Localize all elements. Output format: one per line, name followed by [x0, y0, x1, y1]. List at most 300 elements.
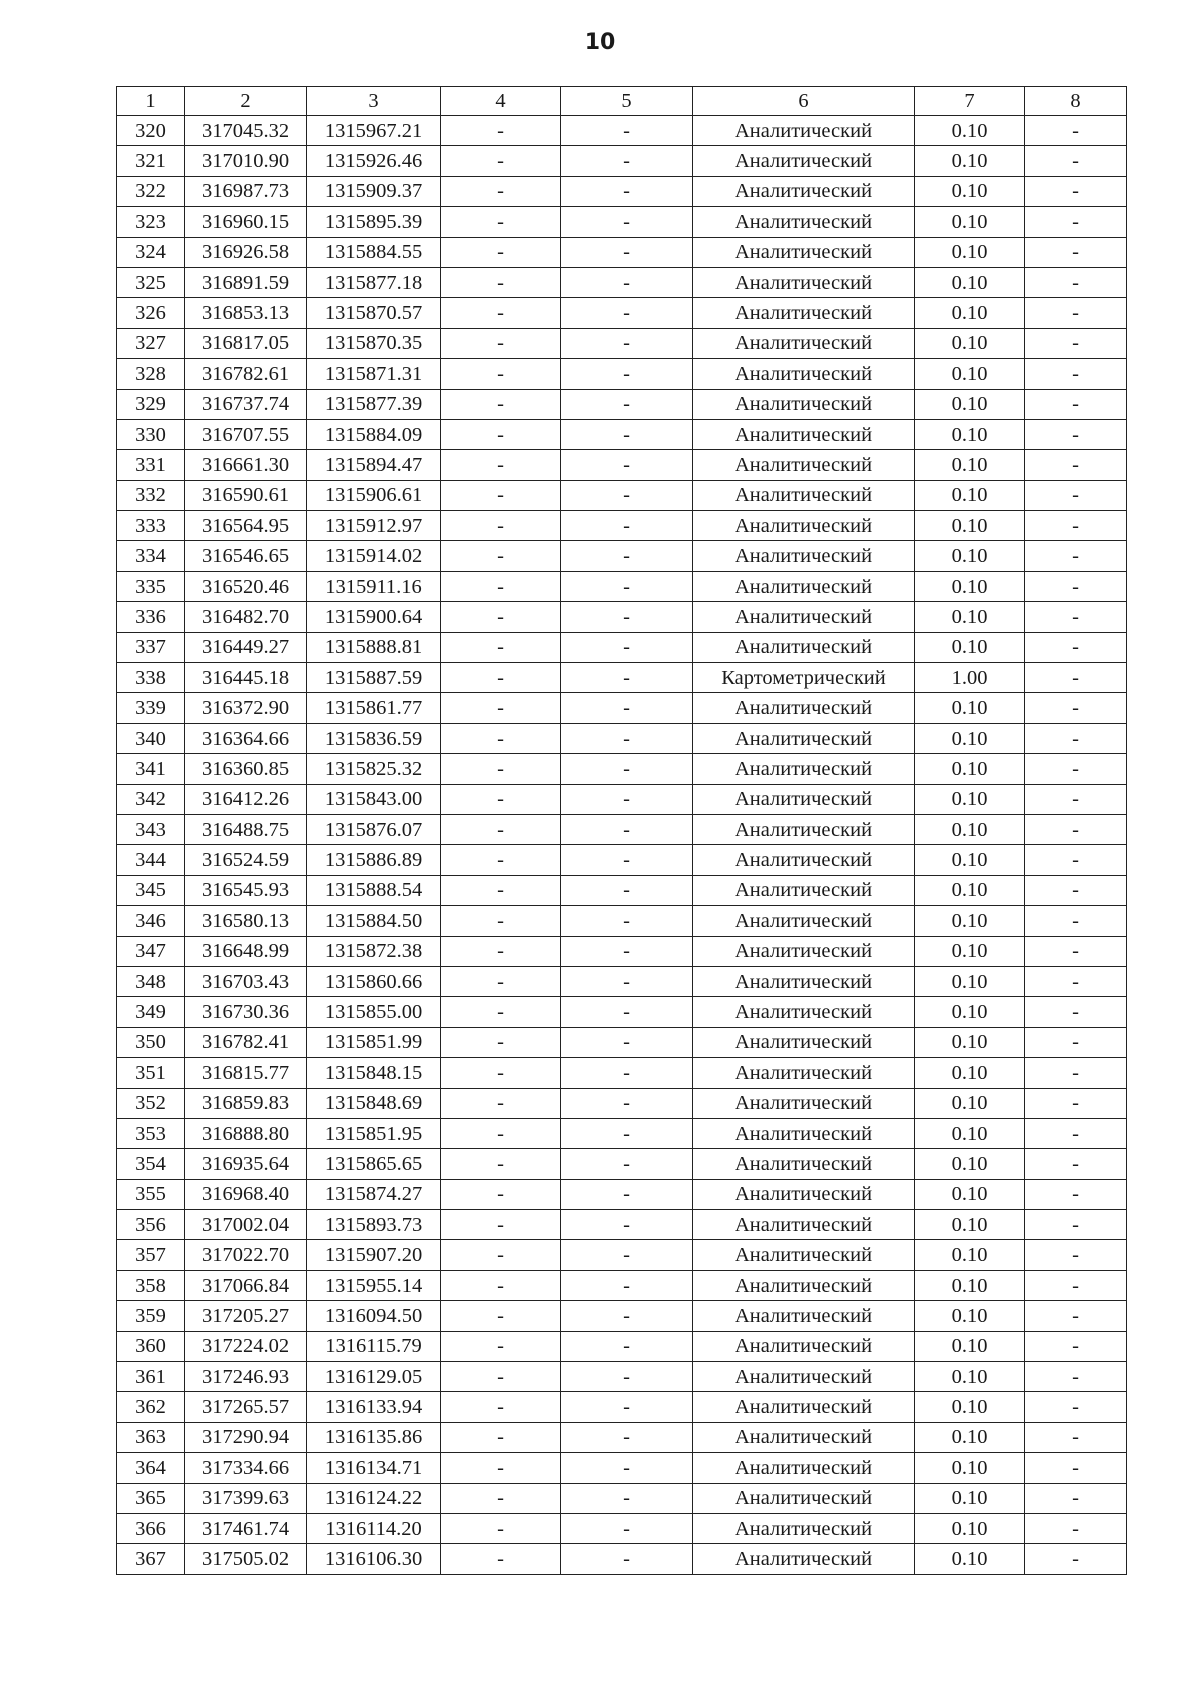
column-5-cell: -	[561, 784, 693, 814]
column-5-cell: -	[561, 906, 693, 936]
column-8-cell: -	[1025, 814, 1127, 844]
column-8-cell: -	[1025, 116, 1127, 146]
table-row	[117, 1210, 1127, 1240]
column-8-cell: -	[1025, 875, 1127, 905]
header-row	[117, 87, 1127, 116]
table-row	[117, 1483, 1127, 1513]
method-cell: Аналитический	[693, 1331, 915, 1361]
column-8-cell: -	[1025, 1483, 1127, 1513]
column-8-cell: -	[1025, 237, 1127, 267]
column-5-cell: -	[561, 571, 693, 601]
point-number-cell: 358	[117, 1270, 185, 1300]
column-4-cell: -	[441, 511, 561, 541]
column-4-cell: -	[441, 146, 561, 176]
x-coordinate-cell: 316935.64	[185, 1149, 307, 1179]
y-coordinate-cell: 1315843.00	[307, 784, 441, 814]
table-row	[117, 359, 1127, 389]
point-number-cell: 356	[117, 1210, 185, 1240]
column-4-cell: -	[441, 784, 561, 814]
point-number-cell: 333	[117, 511, 185, 541]
column-4-cell: -	[441, 1422, 561, 1452]
point-number-cell: 341	[117, 754, 185, 784]
method-cell: Аналитический	[693, 1392, 915, 1422]
accuracy-cell: 0.10	[915, 906, 1025, 936]
accuracy-cell: 0.10	[915, 1210, 1025, 1240]
column-5-cell: -	[561, 267, 693, 297]
point-number-cell: 355	[117, 1179, 185, 1209]
y-coordinate-cell: 1315884.09	[307, 419, 441, 449]
method-cell: Аналитический	[693, 419, 915, 449]
point-number-cell: 325	[117, 267, 185, 297]
method-cell: Картометрический	[693, 663, 915, 693]
column-8-cell: -	[1025, 1210, 1127, 1240]
column-4-cell: -	[441, 1240, 561, 1270]
table-row	[117, 237, 1127, 267]
accuracy-cell: 0.10	[915, 571, 1025, 601]
y-coordinate-cell: 1315888.81	[307, 632, 441, 662]
y-coordinate-cell: 1315851.99	[307, 1027, 441, 1057]
column-8-cell: -	[1025, 1149, 1127, 1179]
y-coordinate-cell: 1315926.46	[307, 146, 441, 176]
table-row	[117, 875, 1127, 905]
table-row	[117, 1362, 1127, 1392]
column-header-1: 1	[117, 87, 185, 116]
column-8-cell: -	[1025, 663, 1127, 693]
method-cell: Аналитический	[693, 1422, 915, 1452]
accuracy-cell: 0.10	[915, 1149, 1025, 1179]
table-row	[117, 632, 1127, 662]
column-5-cell: -	[561, 359, 693, 389]
column-4-cell: -	[441, 237, 561, 267]
accuracy-cell: 0.10	[915, 845, 1025, 875]
x-coordinate-cell: 316960.15	[185, 207, 307, 237]
column-header-2: 2	[185, 87, 307, 116]
accuracy-cell: 0.10	[915, 1270, 1025, 1300]
column-8-cell: -	[1025, 389, 1127, 419]
accuracy-cell: 0.10	[915, 936, 1025, 966]
x-coordinate-cell: 316372.90	[185, 693, 307, 723]
x-coordinate-cell: 316445.18	[185, 663, 307, 693]
column-header-4: 4	[441, 87, 561, 116]
y-coordinate-cell: 1316135.86	[307, 1422, 441, 1452]
column-8-cell: -	[1025, 1392, 1127, 1422]
accuracy-cell: 0.10	[915, 1362, 1025, 1392]
column-8-cell: -	[1025, 419, 1127, 449]
column-5-cell: -	[561, 723, 693, 753]
point-number-cell: 360	[117, 1331, 185, 1361]
column-5-cell: -	[561, 1149, 693, 1179]
column-4-cell: -	[441, 450, 561, 480]
point-number-cell: 324	[117, 237, 185, 267]
y-coordinate-cell: 1315907.20	[307, 1240, 441, 1270]
method-cell: Аналитический	[693, 1453, 915, 1483]
x-coordinate-cell: 316891.59	[185, 267, 307, 297]
y-coordinate-cell: 1315884.55	[307, 237, 441, 267]
x-coordinate-cell: 316730.36	[185, 997, 307, 1027]
accuracy-cell: 0.10	[915, 1088, 1025, 1118]
table-row	[117, 906, 1127, 936]
column-5-cell: -	[561, 1058, 693, 1088]
column-8-cell: -	[1025, 1513, 1127, 1543]
x-coordinate-cell: 316648.99	[185, 936, 307, 966]
x-coordinate-cell: 317265.57	[185, 1392, 307, 1422]
column-4-cell: -	[441, 663, 561, 693]
table-row	[117, 845, 1127, 875]
point-number-cell: 342	[117, 784, 185, 814]
table-row	[117, 480, 1127, 510]
column-5-cell: -	[561, 480, 693, 510]
point-number-cell: 362	[117, 1392, 185, 1422]
method-cell: Аналитический	[693, 814, 915, 844]
method-cell: Аналитический	[693, 1362, 915, 1392]
table-row	[117, 1088, 1127, 1118]
accuracy-cell: 0.10	[915, 1331, 1025, 1361]
accuracy-cell: 0.10	[915, 814, 1025, 844]
column-4-cell: -	[441, 1149, 561, 1179]
table-row	[117, 754, 1127, 784]
column-5-cell: -	[561, 207, 693, 237]
x-coordinate-cell: 317205.27	[185, 1301, 307, 1331]
x-coordinate-cell: 316360.85	[185, 754, 307, 784]
accuracy-cell: 0.10	[915, 511, 1025, 541]
method-cell: Аналитический	[693, 875, 915, 905]
accuracy-cell: 0.10	[915, 1513, 1025, 1543]
method-cell: Аналитический	[693, 906, 915, 936]
point-number-cell: 338	[117, 663, 185, 693]
point-number-cell: 327	[117, 328, 185, 358]
accuracy-cell: 0.10	[915, 450, 1025, 480]
column-5-cell: -	[561, 663, 693, 693]
x-coordinate-cell: 317022.70	[185, 1240, 307, 1270]
accuracy-cell: 0.10	[915, 1301, 1025, 1331]
column-8-cell: -	[1025, 571, 1127, 601]
point-number-cell: 331	[117, 450, 185, 480]
column-4-cell: -	[441, 1088, 561, 1118]
point-number-cell: 351	[117, 1058, 185, 1088]
method-cell: Аналитический	[693, 1270, 915, 1300]
table-row	[117, 1118, 1127, 1148]
column-5-cell: -	[561, 450, 693, 480]
x-coordinate-cell: 316580.13	[185, 906, 307, 936]
column-4-cell: -	[441, 298, 561, 328]
column-4-cell: -	[441, 176, 561, 206]
point-number-cell: 365	[117, 1483, 185, 1513]
y-coordinate-cell: 1315874.27	[307, 1179, 441, 1209]
y-coordinate-cell: 1315871.31	[307, 359, 441, 389]
column-header-3: 3	[307, 87, 441, 116]
accuracy-cell: 0.10	[915, 328, 1025, 358]
y-coordinate-cell: 1315900.64	[307, 602, 441, 632]
x-coordinate-cell: 316590.61	[185, 480, 307, 510]
y-coordinate-cell: 1315914.02	[307, 541, 441, 571]
column-5-cell: -	[561, 845, 693, 875]
accuracy-cell: 0.10	[915, 1027, 1025, 1057]
column-8-cell: -	[1025, 480, 1127, 510]
y-coordinate-cell: 1315865.65	[307, 1149, 441, 1179]
table-row	[117, 814, 1127, 844]
method-cell: Аналитический	[693, 632, 915, 662]
column-header-7: 7	[915, 87, 1025, 116]
accuracy-cell: 0.10	[915, 1058, 1025, 1088]
accuracy-cell: 0.10	[915, 1392, 1025, 1422]
x-coordinate-cell: 316364.66	[185, 723, 307, 753]
y-coordinate-cell: 1315870.35	[307, 328, 441, 358]
x-coordinate-cell: 316546.65	[185, 541, 307, 571]
column-5-cell: -	[561, 632, 693, 662]
point-number-cell: 346	[117, 906, 185, 936]
accuracy-cell: 0.10	[915, 267, 1025, 297]
point-number-cell: 329	[117, 389, 185, 419]
column-5-cell: -	[561, 1513, 693, 1543]
column-8-cell: -	[1025, 1088, 1127, 1118]
point-number-cell: 323	[117, 207, 185, 237]
method-cell: Аналитический	[693, 693, 915, 723]
table-row	[117, 389, 1127, 419]
x-coordinate-cell: 316782.61	[185, 359, 307, 389]
method-cell: Аналитический	[693, 571, 915, 601]
point-number-cell: 320	[117, 116, 185, 146]
table-row	[117, 1301, 1127, 1331]
accuracy-cell: 0.10	[915, 875, 1025, 905]
x-coordinate-cell: 316661.30	[185, 450, 307, 480]
accuracy-cell: 0.10	[915, 480, 1025, 510]
method-cell: Аналитический	[693, 784, 915, 814]
column-8-cell: -	[1025, 1544, 1127, 1574]
accuracy-cell: 0.10	[915, 207, 1025, 237]
y-coordinate-cell: 1315955.14	[307, 1270, 441, 1300]
table-row	[117, 1331, 1127, 1361]
column-4-cell: -	[441, 1453, 561, 1483]
column-5-cell: -	[561, 1453, 693, 1483]
accuracy-cell: 0.10	[915, 997, 1025, 1027]
method-cell: Аналитический	[693, 237, 915, 267]
table-row	[117, 602, 1127, 632]
column-4-cell: -	[441, 966, 561, 996]
method-cell: Аналитический	[693, 450, 915, 480]
table-row	[117, 1544, 1127, 1574]
method-cell: Аналитический	[693, 480, 915, 510]
method-cell: Аналитический	[693, 1118, 915, 1148]
point-number-cell: 339	[117, 693, 185, 723]
accuracy-cell: 0.10	[915, 754, 1025, 784]
x-coordinate-cell: 316853.13	[185, 298, 307, 328]
column-8-cell: -	[1025, 328, 1127, 358]
y-coordinate-cell: 1315860.66	[307, 966, 441, 996]
column-8-cell: -	[1025, 146, 1127, 176]
column-4-cell: -	[441, 723, 561, 753]
table-row	[117, 146, 1127, 176]
y-coordinate-cell: 1316124.22	[307, 1483, 441, 1513]
point-number-cell: 345	[117, 875, 185, 905]
y-coordinate-cell: 1315886.89	[307, 845, 441, 875]
y-coordinate-cell: 1315912.97	[307, 511, 441, 541]
column-4-cell: -	[441, 1483, 561, 1513]
column-4-cell: -	[441, 1179, 561, 1209]
point-number-cell: 328	[117, 359, 185, 389]
table-row	[117, 723, 1127, 753]
method-cell: Аналитический	[693, 1210, 915, 1240]
y-coordinate-cell: 1315836.59	[307, 723, 441, 753]
table-row	[117, 1453, 1127, 1483]
table-row	[117, 693, 1127, 723]
accuracy-cell: 0.10	[915, 602, 1025, 632]
column-5-cell: -	[561, 1362, 693, 1392]
column-header-5: 5	[561, 87, 693, 116]
column-8-cell: -	[1025, 723, 1127, 753]
x-coordinate-cell: 316737.74	[185, 389, 307, 419]
x-coordinate-cell: 316782.41	[185, 1027, 307, 1057]
column-5-cell: -	[561, 1270, 693, 1300]
method-cell: Аналитический	[693, 1149, 915, 1179]
column-4-cell: -	[441, 875, 561, 905]
column-5-cell: -	[561, 146, 693, 176]
column-5-cell: -	[561, 328, 693, 358]
column-4-cell: -	[441, 1544, 561, 1574]
method-cell: Аналитический	[693, 966, 915, 996]
column-4-cell: -	[441, 571, 561, 601]
column-8-cell: -	[1025, 1422, 1127, 1452]
x-coordinate-cell: 317334.66	[185, 1453, 307, 1483]
x-coordinate-cell: 317505.02	[185, 1544, 307, 1574]
accuracy-cell: 0.10	[915, 1483, 1025, 1513]
column-4-cell: -	[441, 602, 561, 632]
x-coordinate-cell: 317002.04	[185, 1210, 307, 1240]
table-row	[117, 784, 1127, 814]
table-row	[117, 267, 1127, 297]
method-cell: Аналитический	[693, 1301, 915, 1331]
y-coordinate-cell: 1315825.32	[307, 754, 441, 784]
table-row	[117, 936, 1127, 966]
accuracy-cell: 0.10	[915, 693, 1025, 723]
method-cell: Аналитический	[693, 1483, 915, 1513]
column-5-cell: -	[561, 1210, 693, 1240]
column-5-cell: -	[561, 1483, 693, 1513]
column-5-cell: -	[561, 814, 693, 844]
column-8-cell: -	[1025, 693, 1127, 723]
column-5-cell: -	[561, 176, 693, 206]
column-8-cell: -	[1025, 359, 1127, 389]
y-coordinate-cell: 1315876.07	[307, 814, 441, 844]
x-coordinate-cell: 317246.93	[185, 1362, 307, 1392]
method-cell: Аналитический	[693, 1058, 915, 1088]
accuracy-cell: 0.10	[915, 541, 1025, 571]
accuracy-cell: 0.10	[915, 116, 1025, 146]
y-coordinate-cell: 1315906.61	[307, 480, 441, 510]
y-coordinate-cell: 1315877.18	[307, 267, 441, 297]
column-8-cell: -	[1025, 1301, 1127, 1331]
point-number-cell: 343	[117, 814, 185, 844]
column-5-cell: -	[561, 966, 693, 996]
accuracy-cell: 0.10	[915, 146, 1025, 176]
accuracy-cell: 0.10	[915, 723, 1025, 753]
x-coordinate-cell: 316817.05	[185, 328, 307, 358]
column-4-cell: -	[441, 693, 561, 723]
method-cell: Аналитический	[693, 511, 915, 541]
table-row	[117, 207, 1127, 237]
table-row	[117, 1513, 1127, 1543]
column-5-cell: -	[561, 693, 693, 723]
x-coordinate-cell: 317010.90	[185, 146, 307, 176]
column-5-cell: -	[561, 1301, 693, 1331]
column-8-cell: -	[1025, 1118, 1127, 1148]
y-coordinate-cell: 1316115.79	[307, 1331, 441, 1361]
accuracy-cell: 0.10	[915, 298, 1025, 328]
table-row	[117, 966, 1127, 996]
y-coordinate-cell: 1315870.57	[307, 298, 441, 328]
x-coordinate-cell: 316815.77	[185, 1058, 307, 1088]
y-coordinate-cell: 1316114.20	[307, 1513, 441, 1543]
point-number-cell: 350	[117, 1027, 185, 1057]
x-coordinate-cell: 316545.93	[185, 875, 307, 905]
column-8-cell: -	[1025, 602, 1127, 632]
x-coordinate-cell: 316488.75	[185, 814, 307, 844]
point-number-cell: 337	[117, 632, 185, 662]
method-cell: Аналитический	[693, 845, 915, 875]
column-4-cell: -	[441, 1301, 561, 1331]
column-8-cell: -	[1025, 1331, 1127, 1361]
column-5-cell: -	[561, 1118, 693, 1148]
column-4-cell: -	[441, 936, 561, 966]
point-number-cell: 322	[117, 176, 185, 206]
column-4-cell: -	[441, 906, 561, 936]
column-4-cell: -	[441, 359, 561, 389]
point-number-cell: 354	[117, 1149, 185, 1179]
column-5-cell: -	[561, 1088, 693, 1118]
y-coordinate-cell: 1315887.59	[307, 663, 441, 693]
x-coordinate-cell: 316968.40	[185, 1179, 307, 1209]
point-number-cell: 357	[117, 1240, 185, 1270]
table-row	[117, 419, 1127, 449]
column-5-cell: -	[561, 389, 693, 419]
method-cell: Аналитический	[693, 754, 915, 784]
column-8-cell: -	[1025, 511, 1127, 541]
column-4-cell: -	[441, 997, 561, 1027]
x-coordinate-cell: 316707.55	[185, 419, 307, 449]
y-coordinate-cell: 1316129.05	[307, 1362, 441, 1392]
y-coordinate-cell: 1315967.21	[307, 116, 441, 146]
column-4-cell: -	[441, 1392, 561, 1422]
column-8-cell: -	[1025, 207, 1127, 237]
column-8-cell: -	[1025, 541, 1127, 571]
column-8-cell: -	[1025, 754, 1127, 784]
column-4-cell: -	[441, 267, 561, 297]
y-coordinate-cell: 1315848.15	[307, 1058, 441, 1088]
column-8-cell: -	[1025, 450, 1127, 480]
x-coordinate-cell: 316859.83	[185, 1088, 307, 1118]
method-cell: Аналитический	[693, 1240, 915, 1270]
table-row	[117, 298, 1127, 328]
point-number-cell: 334	[117, 541, 185, 571]
column-5-cell: -	[561, 511, 693, 541]
method-cell: Аналитический	[693, 723, 915, 753]
table-row	[117, 511, 1127, 541]
x-coordinate-cell: 316926.58	[185, 237, 307, 267]
column-5-cell: -	[561, 997, 693, 1027]
column-5-cell: -	[561, 1422, 693, 1452]
point-number-cell: 344	[117, 845, 185, 875]
x-coordinate-cell: 317045.32	[185, 116, 307, 146]
column-4-cell: -	[441, 1513, 561, 1543]
y-coordinate-cell: 1315894.47	[307, 450, 441, 480]
y-coordinate-cell: 1316094.50	[307, 1301, 441, 1331]
x-coordinate-cell: 317461.74	[185, 1513, 307, 1543]
column-4-cell: -	[441, 632, 561, 662]
point-number-cell: 326	[117, 298, 185, 328]
column-4-cell: -	[441, 328, 561, 358]
accuracy-cell: 0.10	[915, 1453, 1025, 1483]
method-cell: Аналитический	[693, 176, 915, 206]
column-5-cell: -	[561, 419, 693, 449]
